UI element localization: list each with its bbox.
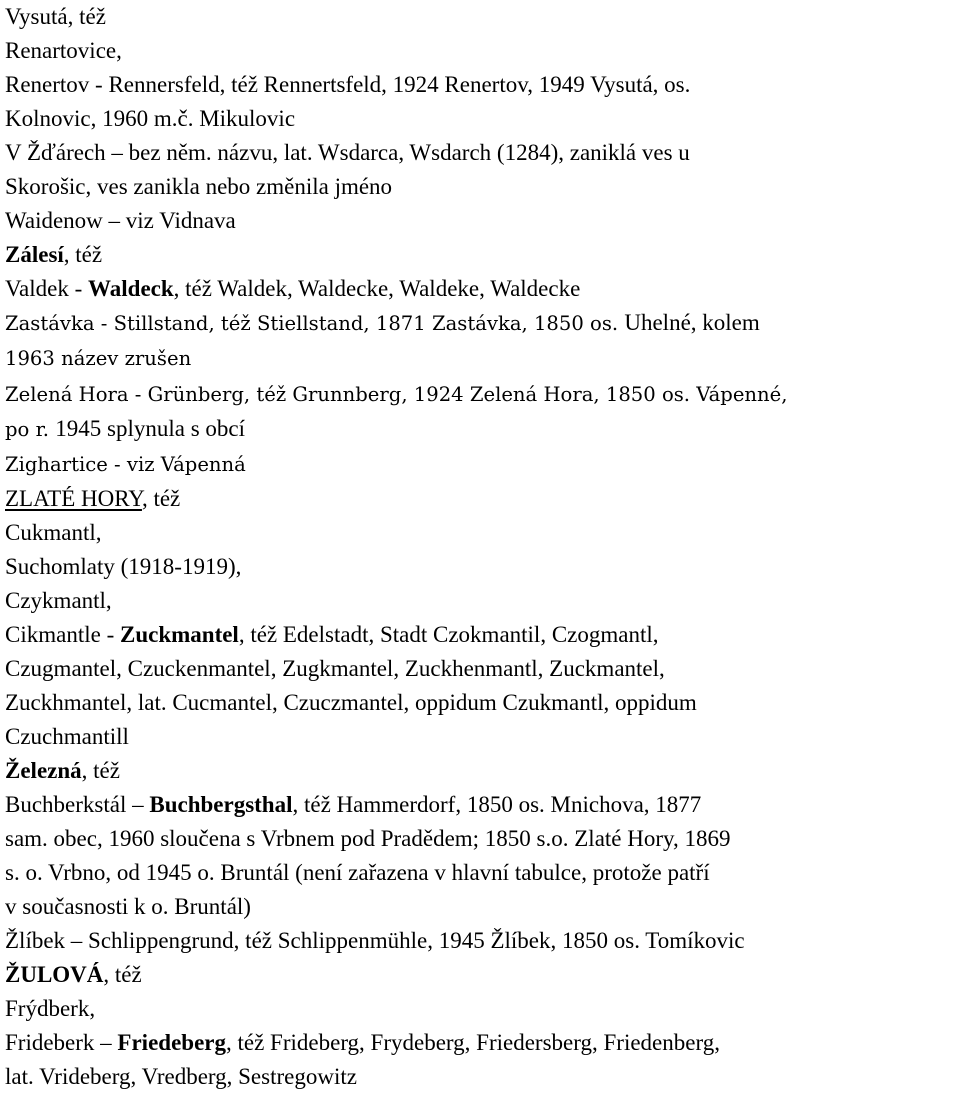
text-segment: Renartovice, [5,38,122,64]
text-line [5,377,957,412]
text-line [5,686,957,720]
text-segment: Zighartice - viz Vápenná [5,452,246,476]
text-line [5,618,957,652]
text-line [5,890,957,924]
text-segment: 1963 název zrušen [5,347,192,371]
text-segment: , též Frideberg, Frydeberg, Friedersberg, Friedenberg, [226,1030,720,1056]
text-segment: , též Hammerdorf, 1850 os. Mnichova, 1877 [292,792,702,818]
text-line [5,136,957,170]
text-line [5,306,957,341]
text-line [5,1026,957,1060]
text-segment: Cikmantle - [5,621,120,647]
text-line [5,482,957,516]
text-line [5,1060,957,1094]
text-line [5,958,957,992]
text-line [5,754,957,788]
text-segment: , též Edelstadt, Stadt Czokmantil, Czogmantl, [238,621,659,647]
bold-term: ŽULOVÁ [5,962,104,988]
text-segment: Frýdberk, [5,996,96,1022]
text-segment: 1945 splynula s obcí [55,415,245,441]
text-segment: , též [63,242,103,268]
bold-term: Železná [5,758,82,784]
text-line [5,652,957,686]
text-segment: Valdek - [5,276,89,302]
bold-term: Zálesí [5,242,64,268]
text-line [5,516,957,550]
bold-term: Zuckmantel [119,621,239,647]
text-segment: Zelená Hora - Grünberg, též Grunnberg, 1924 Zelená Hora, 1850 os. Vápenné, [5,382,788,406]
text-segment: , též Waldek, Waldecke, Waldeke, Waldecke [173,276,581,302]
text-line [5,822,957,856]
text-line [5,170,957,204]
text-line [5,102,957,136]
document-text [5,0,957,1095]
text-line [5,238,957,272]
text-line [5,550,957,584]
text-segment: , též [81,758,120,784]
text-segment: Czugmantel, Czuckenmantel, Zugkmantel, Zuckhenmantl, Zuckmantel, [5,655,665,681]
text-line [5,992,957,1026]
text-segment: Kolnovic, 1960 m.č. Mikulovic [5,106,296,132]
text-line [5,204,957,238]
text-segment: , též [141,485,181,511]
text-line [5,788,957,822]
text-segment: Waidenow – viz Vidnava [5,208,236,234]
text-line [5,447,957,482]
text-segment: Zastávka - Stillstand, též Stiellstand, 1871 Zastávka, 1850 os. [5,312,625,336]
text-segment: Žlíbek – Schlippengrund, též Schlippenmühle, 1945 Žlíbek, 1850 os. Tomíkovic [5,928,745,954]
bold-term: Friedeberg [117,1030,226,1056]
text-segment: po r. [5,417,56,441]
text-segment: Skorošic, ves zanikla nebo změnila jméno [5,174,393,200]
text-line [5,924,957,958]
text-segment: sam. obec, 1960 sloučena s Vrbnem pod Pradědem; 1850 s.o. Zlaté Hory, 1869 [5,826,731,852]
text-segment: Frideberk – [5,1030,118,1056]
text-segment: Uhelné, kolem [624,310,760,336]
text-segment: lat. Vrideberg, Vredberg, Sestregowitz [5,1064,357,1090]
text-line [5,412,957,447]
underlined-heading: ZLATÉ HORY [5,485,142,511]
bold-term: Waldeck [88,276,174,302]
text-segment: v současnosti k o. Bruntál) [5,894,251,920]
text-segment: Cukmantl, [5,519,102,545]
text-line [5,0,957,34]
text-segment: Vysutá, též [5,4,106,29]
text-line [5,341,957,376]
text-segment: , též [103,962,142,988]
text-line [5,34,957,68]
text-segment: Czuchmantill [5,723,129,749]
text-segment: s. o. Vrbno, od 1945 o. Bruntál (není zařazena v hlavní tabulce, protože patří [5,860,710,886]
text-line [5,584,957,618]
text-line [5,856,957,890]
text-segment: Zuckhmantel, lat. Cucmantel, Czuczmantel, oppidum Czukmantl, oppidum [5,689,697,715]
text-segment: V Žďárech – bez něm. názvu, lat. Wsdarca, Wsdarch (1284), zaniklá ves u [5,140,690,166]
text-line [5,720,957,754]
text-line [5,272,957,306]
text-segment: Buchberkstál – [5,792,150,818]
text-segment: Renertov - Rennersfeld, též Rennertsfeld, 1924 Renertov, 1949 Vysutá, os. [5,72,691,98]
bold-term: Buchbergsthal [149,792,293,818]
text-segment: Suchomlaty (1918-1919), [5,553,242,579]
text-line [5,68,957,102]
text-segment: Czykmantl, [5,587,112,613]
